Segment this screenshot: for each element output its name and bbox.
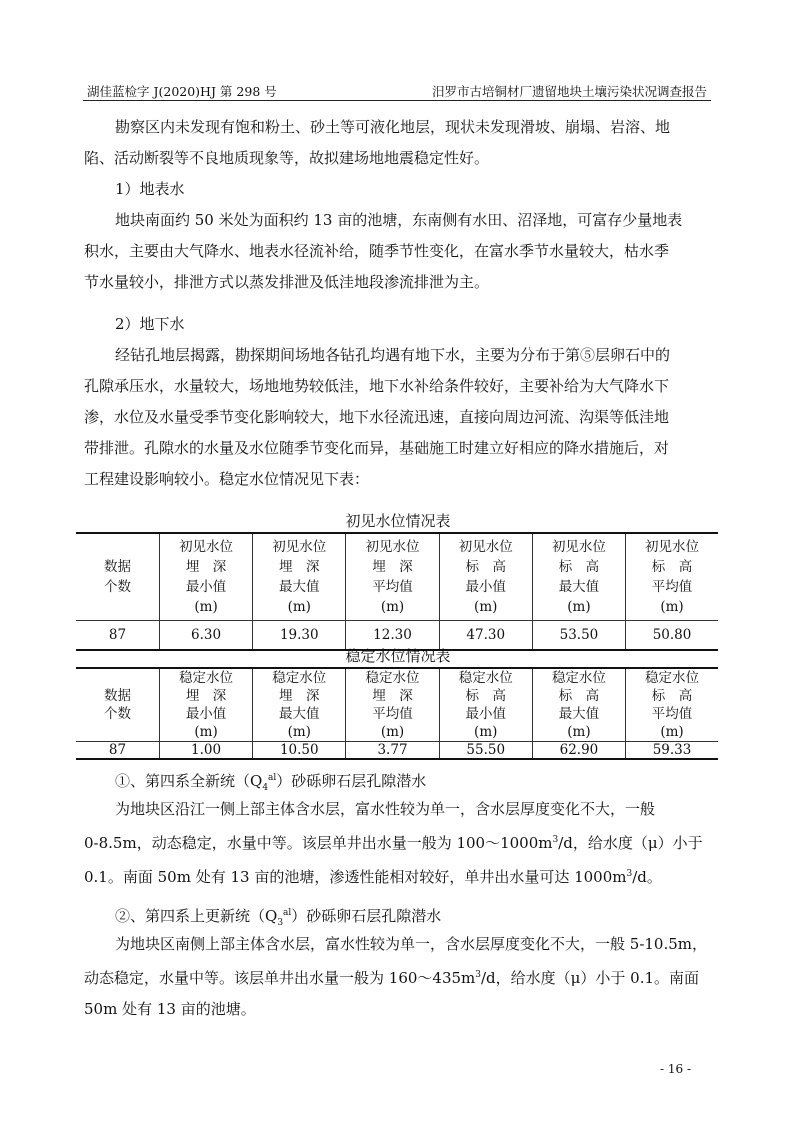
header-cell: 初见水位 标 高 平均值 (m) [626, 533, 718, 621]
header-cell: 稳定水位 埋 深 平均值 (m) [346, 668, 439, 742]
text-line: 积水，主要由大气降水、地表水径流补给，随季节性变化，在富水季节水量较大，枯水季 [84, 242, 670, 260]
paragraph-groundwater [84, 340, 712, 495]
table-header-row [76, 668, 718, 742]
table-cell: 3.77 [346, 742, 439, 760]
header-cell: 稳定水位 标 高 最小值 (m) [439, 668, 532, 742]
header-cell: 初见水位 埋 深 最大值 (m) [253, 533, 346, 621]
heading-pleistocene-aquifer: ②、第四系上更新统$(Q_3^{al})$砂砾卵石层孔隙潜水 [115, 907, 442, 928]
table-cell: 59.33 [626, 742, 718, 760]
table-cell: 47.30 [439, 621, 532, 651]
text-line: 工程建设影响较小。稳定水位情况见下表： [84, 470, 370, 488]
table-cell: 53.50 [532, 621, 625, 651]
table-cell: 55.50 [439, 742, 532, 760]
paragraph-holocene-aquifer [84, 794, 712, 893]
heading-surface-water: 1）地表水 [115, 180, 185, 198]
table-cell: 50.80 [626, 621, 718, 651]
header-cell: 稳定水位 埋 深 最大值 (m) [253, 668, 346, 742]
header-cell: 数据 个数 [76, 668, 159, 742]
table-cell: 19.30 [253, 621, 346, 651]
page-number: - 16 - [660, 1062, 692, 1076]
text-line: 渗，水位及水量受季节变化影响较大，地下水径流迅速，直接向周边河流、沟渠等低洼地 [84, 408, 670, 426]
report-title: 汨罗市古培铜材厂遗留地块土壤污染状况调查报告 [431, 84, 707, 99]
text-line: 地块南面约 50 米处为面积约 13 亩的池塘，东南侧有水田、沼泽地，可富存少量地表 [115, 211, 683, 229]
header-cell: 稳定水位 标 高 最大值 (m) [532, 668, 625, 742]
text-line: 陷、活动断裂等不良地质现象等，故拟建场地地震稳定性好。 [84, 149, 490, 167]
table-row [76, 742, 718, 760]
table-header-row [76, 533, 718, 621]
table-cell: 87 [76, 742, 159, 760]
page-header [83, 80, 711, 101]
header-cell: 稳定水位 标 高 平均值 (m) [626, 668, 718, 742]
table-stable-water-level [76, 667, 718, 760]
text-line: 勘察区内未发现有饱和粉土、砂土等可液化地层，现状未发现滑坡、崩塌、岩溶、地 [115, 118, 671, 136]
report-number: 湖佳蓝检字 J(2020)HJ 第 298 号 [87, 84, 277, 99]
table-stable-water-title: 稳定水位情况表 [345, 647, 451, 665]
table-cell: 87 [76, 621, 159, 651]
table-cell: 6.30 [159, 621, 252, 651]
text-line: 经钻孔地层揭露，勘探期间场地各钻孔均遇有地下水，主要为分布于第⑤层卵石中的 [115, 346, 671, 364]
header-cell: 初见水位 埋 深 平均值 (m) [346, 533, 439, 621]
paragraph-surface-water [84, 205, 712, 298]
text-line: 0.1。南面 50m 处有 13 亩的池塘，渗透性能相对较好，单井出水量可达 $1000m^3/d$。 [84, 868, 662, 886]
text-line: 节水量较小，排泄方式以蒸发排泄及低洼地段渗流排泄为主。 [84, 273, 490, 291]
table-initial-water-level [76, 532, 718, 651]
header-cell: 初见水位 标 高 最大值 (m) [532, 533, 625, 621]
table-initial-water-title: 初见水位情况表 [345, 512, 451, 530]
table-cell: 10.50 [253, 742, 346, 760]
header-cell: 数据 个数 [76, 533, 159, 621]
table-cell: 1.00 [159, 742, 252, 760]
text-line: 带排泄。孔隙水的水量及水位随季节变化而异，基础施工时建立好相应的降水措施后，对 [84, 439, 670, 457]
paragraph-pleistocene-aquifer [84, 929, 712, 1025]
paragraph-geology [84, 112, 712, 174]
header-cell: 稳定水位 埋 深 最小值 (m) [159, 668, 252, 742]
text-line: 0-8.5m，动态稳定，水量中等。该层单井出水量一般为 $100\sim 1000m^3/d$，给水度（μ）小于 [84, 834, 703, 852]
heading-holocene-aquifer: ①、第四系全新统$(Q_4^{al})$砂砾卵石层孔隙潜水 [115, 772, 427, 793]
text-line: 动态稳定，水量中等。该层单井出水量一般为 $160\sim 435m^3/d$，给水度（μ）小于 0.1。南面 [84, 969, 700, 987]
heading-groundwater: 2）地下水 [115, 315, 185, 333]
table-cell: 12.30 [346, 621, 439, 651]
text-line: 为地块区南侧上部主体含水层，富水性较为单一，含水层厚度变化不大，一般 5-10.5m， [115, 935, 708, 953]
text-line: 50m 处有 13 亩的池塘。 [84, 1000, 256, 1018]
header-cell: 初见水位 标 高 最小值 (m) [439, 533, 532, 621]
text-line: 孔隙承压水，水量较大，场地地势较低洼，地下水补给条件较好，主要补给为大气降水下 [84, 377, 670, 395]
table-cell: 62.90 [532, 742, 625, 760]
text-line: 为地块区沿江一侧上部主体含水层，富水性较为单一，含水层厚度变化不大，一般 [115, 800, 656, 818]
header-cell: 初见水位 埋 深 最小值 (m) [159, 533, 252, 621]
